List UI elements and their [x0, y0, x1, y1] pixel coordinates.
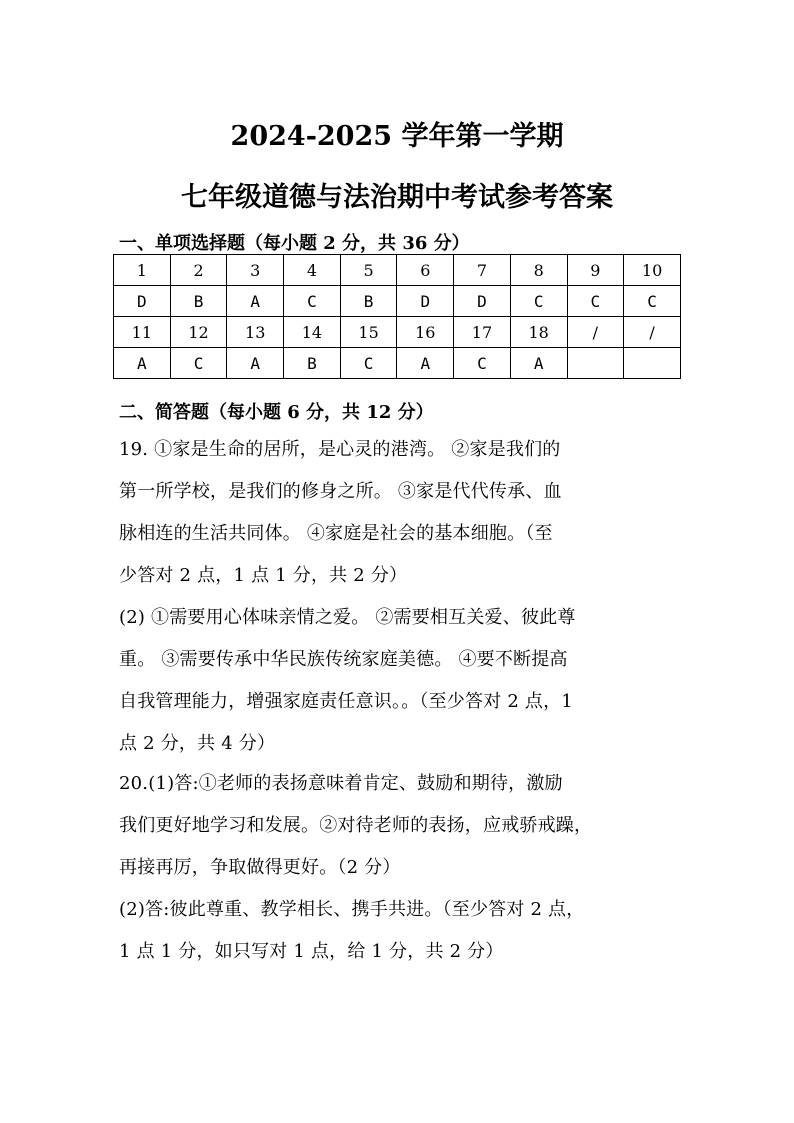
section-heading-short-answer: 二、简答题（每小题 6 分，共 12 分）: [119, 402, 434, 423]
table-cell: D: [454, 286, 511, 317]
table-cell: /: [567, 317, 624, 348]
section-heading-multiple-choice: 一、单项选择题（每小题 2 分，共 36 分）: [119, 233, 470, 254]
table-cell: B: [284, 348, 341, 379]
table-cell: 7: [454, 255, 511, 286]
table-cell: A: [114, 348, 171, 379]
answer-line: 点 2 分，共 4 分）: [119, 733, 276, 754]
answer-line: 19. ①家是生命的居所，是心灵的港湾。 ②家是我们的: [119, 439, 561, 460]
table-cell: C: [170, 348, 227, 379]
answer-line: 1 点 1 分，如只写对 1 点，给 1 分，共 2 分）: [119, 941, 504, 962]
answer-line: 少答对 2 点，1 点 1 分，共 2 分）: [119, 565, 408, 586]
table-cell: 5: [340, 255, 397, 286]
table-cell: [567, 348, 624, 379]
table-cell: 15: [340, 317, 397, 348]
table-cell: 14: [284, 317, 341, 348]
table-cell: 1: [114, 255, 171, 286]
table-row-answers-2: [114, 348, 681, 379]
table-row-answers-1: [114, 286, 681, 317]
answer-line: 20.(1)答:①老师的表扬意味着肯定、鼓励和期待，激励: [119, 773, 563, 794]
table-cell: [624, 348, 681, 379]
table-cell: 10: [624, 255, 681, 286]
table-cell: C: [340, 348, 397, 379]
table-cell: 18: [510, 317, 567, 348]
table-cell: 2: [170, 255, 227, 286]
page-title-exam: 七年级道德与法治期中考试参考答案: [181, 182, 613, 213]
answer-line: 我们更好地学习和发展。②对待老师的表扬，应戒骄戒躁，: [119, 815, 593, 836]
table-cell: C: [284, 286, 341, 317]
page-title-term: 2024-2025 学年第一学期: [230, 121, 564, 152]
answer-line: 重。 ③需要传承中华民族传统家庭美德。 ④要不断提高: [119, 649, 568, 670]
table-cell: A: [397, 348, 454, 379]
answer-line: 自我管理能力，增强家庭责任意识。。（至少答对 2 点，1: [119, 691, 573, 712]
choice-answer-table: [113, 254, 681, 379]
table-cell: 13: [227, 317, 284, 348]
table-cell: /: [624, 317, 681, 348]
table-cell: 9: [567, 255, 624, 286]
table-cell: 6: [397, 255, 454, 286]
table-cell: C: [624, 286, 681, 317]
table-row-numbers-2: [114, 317, 681, 348]
table-cell: 3: [227, 255, 284, 286]
table-cell: 16: [397, 317, 454, 348]
answer-line: (2)答:彼此尊重、教学相长、携手共进。（至少答对 2 点，: [119, 899, 585, 920]
table-cell: A: [227, 286, 284, 317]
answer-line: 脉相连的生活共同体。 ④家庭是社会的基本细胞。（至: [119, 523, 553, 544]
table-cell: B: [170, 286, 227, 317]
answer-line: 再接再厉，争取做得更好。（2 分）: [119, 857, 401, 878]
answer-line: (2) ①需要用心体味亲情之爱。 ②需要相互关爱、彼此尊: [119, 607, 576, 628]
answer-line: 第一所学校，是我们的修身之所。 ③家是代代传承、血: [119, 481, 562, 502]
table-cell: C: [454, 348, 511, 379]
table-cell: B: [340, 286, 397, 317]
table-cell: C: [510, 286, 567, 317]
table-cell: D: [114, 286, 171, 317]
table-cell: 4: [284, 255, 341, 286]
table-cell: 17: [454, 317, 511, 348]
table-cell: C: [567, 286, 624, 317]
table-cell: A: [227, 348, 284, 379]
table-cell: 11: [114, 317, 171, 348]
table-row-numbers-1: [114, 255, 681, 286]
table-cell: A: [510, 348, 567, 379]
table-cell: 8: [510, 255, 567, 286]
table-cell: 12: [170, 317, 227, 348]
table-cell: D: [397, 286, 454, 317]
